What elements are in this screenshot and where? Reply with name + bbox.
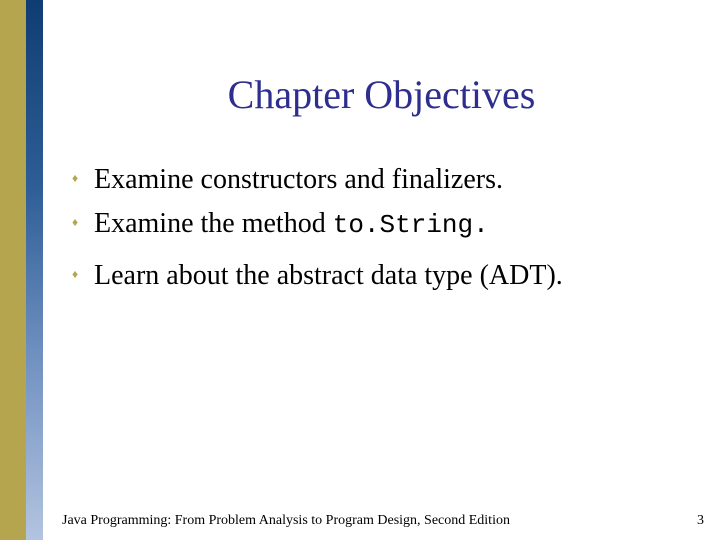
bullet-text-prefix: Examine the method [94,208,333,239]
diamond-bullet-icon: ♦ [72,171,79,185]
bullet-item [72,162,503,202]
slide-title: Chapter Objectives [227,72,536,117]
bullet-item [72,206,489,246]
page-number: 3 [697,513,704,528]
diamond-bullet-icon: ♦ [72,267,79,281]
diamond-bullet-icon: ♦ [72,215,79,229]
bullet-text: Learn about the abstract data type (ADT). [94,260,563,291]
left-gradient-bar [26,0,43,540]
slide-footer: Java Programming: From Problem Analysis to Program Design, Second Edition [62,513,510,528]
bullet-text: Examine constructors and finalizers. [94,164,503,195]
bullet-item [72,258,563,298]
bullet-text-suffix: . [473,210,489,240]
bullet-code: to.String [332,210,474,240]
left-accent-bar [0,0,26,540]
